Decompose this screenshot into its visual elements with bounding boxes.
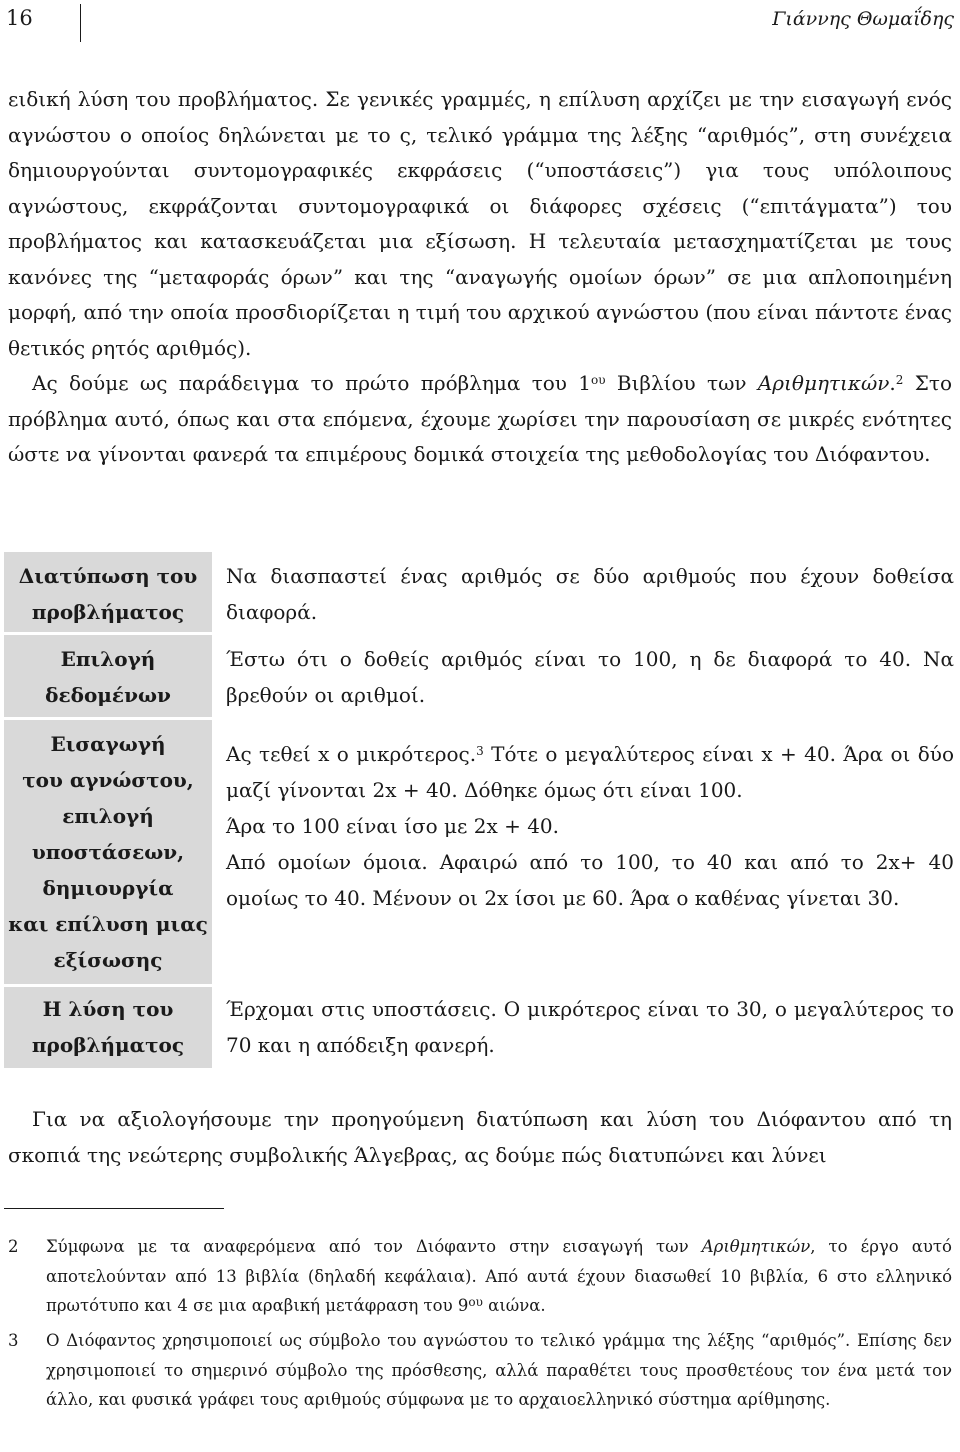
intro-text	[8, 82, 952, 473]
footnote-text: Ο Διόφαντος χρησιμοποιεί ως σύμβολο του αγνώστου το τελικό γράμμα της λέξης “αριθμός”. Επίσης δεν χρησιμοποιεί το σημερινό σύμβολο της πρόσθεσης, αλλά παραθέτει τους προσθετέους τον ένα μετά τον άλλο, και φυσικά γράφει τους αριθμούς σύμφωνα με το αρχαιοελληνικό σύστημα αρίθμησης.	[46, 1331, 952, 1409]
footnote-ref-2[interactable]: 2	[895, 373, 904, 387]
intro-p2-text-a: Ας δούμε ως παράδειγμα το πρώτο πρόβλημα του 1	[32, 371, 592, 395]
row-text-b: Τότε ο μεγαλύτερος είναι x + 40. Άρα οι δύο μαζί γίνονται 2x + 40. Δόθηκε όμως ότι είναι 100.	[226, 742, 954, 802]
footnote-ref-3[interactable]: 3	[476, 744, 484, 758]
after-table-text	[8, 1102, 952, 1173]
row-text-paragraph: Να διασπαστεί ένας αριθμός σε δύο αριθμούς που έχουν δοθείσα διαφορά.	[226, 564, 954, 624]
table-row	[4, 552, 956, 632]
page-number: 16	[6, 6, 33, 30]
intro-p2-text-c: .	[889, 371, 896, 395]
label-line: του αγνώστου,	[22, 768, 194, 792]
label-line: δεδομένων	[45, 683, 171, 707]
intro-p2-text-d: Στο πρόβλημα αυτό, όπως και στα επόμενα, έχουμε χωρίσει την παρουσίαση σε μικρές ενότητες ώστε να γίνονται φανερά τα επιμέρους δομικά στοιχεία της μεθοδολογίας του Διόφαντου.	[8, 371, 952, 466]
footnote-text-b: , το έργο αυτό αποτελούνταν από 13 βιβλία (δηλαδή κεφάλαια). Από αυτά έχουν διασωθεί 10 βιβλία, 6 στο ελληνικό πρωτότυπο και 4 σε μια αραβική μετάφραση του 9	[46, 1237, 952, 1315]
footnote-rule	[4, 1208, 224, 1209]
label-line: προβλήματος	[31, 1033, 185, 1057]
label-line: Επιλογή	[60, 647, 156, 671]
label-line: προβλήματος	[31, 600, 185, 624]
footnote-number: 2	[8, 1237, 19, 1256]
intro-paragraph-2	[8, 366, 952, 473]
row-text-paragraph	[226, 736, 954, 808]
running-title: Γιάννης Θωμαΐδης	[772, 8, 954, 30]
header-rule	[80, 4, 81, 42]
row-label	[4, 987, 212, 1068]
row-label	[4, 635, 212, 717]
after-table-paragraph: Για να αξιολογήσουμε την προηγούμενη διατύπωση και λύση του Διόφαντου από τη σκοπιά της νεώτερης συμβολικής Άλγεβρας, ας δούμε πώς διατυπώνει και λύνει	[8, 1107, 952, 1167]
row-text	[226, 641, 954, 713]
footnote-number: 3	[8, 1331, 19, 1350]
label-line: και επίλυση μιας	[8, 912, 208, 936]
row-text	[226, 991, 954, 1063]
row-text-a: Ας τεθεί x ο μικρότερος.	[226, 742, 477, 766]
label-line: Εισαγωγή	[50, 732, 166, 756]
table-row	[4, 635, 956, 717]
intro-paragraph-1: ειδική λύση του προβλήματος. Σε γενικές γραμμές, η επίλυση αρχίζει με την εισαγωγή ενός αγνώστου ο οποίος δηλώνεται με το ς, τελικό γράμμα της λέξης “αριθμός”, στη συνέχεια δημιουργούνται συντομογραφικές εκφράσεις (“υποστάσεις”) για τους υπόλοιπους αγνώστους, εκφράζονται συντομογραφικά οι διάφορες σχέσεις (“επιτάγματα”) του προβλήματος και κατασκευάζεται μια εξίσωση. Η τελευταία μετασχηματίζεται με τους κανόνες της “μεταφοράς όρων” και της “αναγωγής ομοίων όρων” σε μια απλοποιημένη μορφή, από την οποία προσδιορίζεται η τιμή του αρχικού αγνώστου (που είναι πάντοτε ένας θετικός ρητός αριθμός).	[8, 87, 952, 360]
intro-p2-text-b: Βιβλίου των	[605, 371, 758, 395]
ordinal-superscript: ου	[591, 373, 606, 387]
footnote-2	[8, 1232, 952, 1321]
footnote-italic: Αριθμητικών	[701, 1237, 811, 1256]
label-line: υποστάσεων,	[31, 840, 185, 864]
label-line: εξίσωσης	[53, 948, 163, 972]
label-line: δημιουργία	[42, 876, 174, 900]
row-text	[226, 558, 954, 630]
ordinal-superscript: ου	[468, 1295, 483, 1309]
row-text	[226, 736, 954, 916]
label-line: Διατύπωση του	[18, 564, 198, 588]
table-row	[4, 720, 956, 984]
table-row	[4, 987, 956, 1068]
footnote-text	[46, 1232, 952, 1321]
label-line: Η λύση του	[42, 997, 174, 1021]
book-title-italic: Αριθμητικών	[757, 371, 890, 395]
page-header	[0, 0, 960, 44]
footnote-3	[8, 1326, 952, 1415]
row-label	[4, 552, 212, 632]
row-text-paragraph: Από ομοίων όμοια. Αφαιρώ από το 100, το 40 και από το 2x+ 40 ομοίως το 40. Μένουν οι 2x ίσοι με 60. Άρα ο καθένας γίνεται 30.	[226, 850, 954, 910]
footnote-text-c: αιώνα.	[482, 1296, 546, 1315]
row-label	[4, 720, 212, 984]
problem-table	[4, 552, 956, 1068]
row-text-paragraph: Άρα το 100 είναι ίσο με 2x + 40.	[226, 814, 560, 838]
row-text-paragraph: Έστω ότι ο δοθείς αριθμός είναι το 100, η δε διαφορά το 40. Να βρεθούν οι αριθμοί.	[226, 647, 954, 707]
row-text-paragraph: Έρχομαι στις υποστάσεις. Ο μικρότερος είναι το 30, ο μεγαλύτερος το 70 και η απόδειξη φανερή.	[226, 997, 954, 1057]
footnote-text-a: Σύμφωνα με τα αναφερόμενα από τον Διόφαντο στην εισαγωγή των	[46, 1237, 702, 1256]
label-line: επιλογή	[62, 804, 154, 828]
